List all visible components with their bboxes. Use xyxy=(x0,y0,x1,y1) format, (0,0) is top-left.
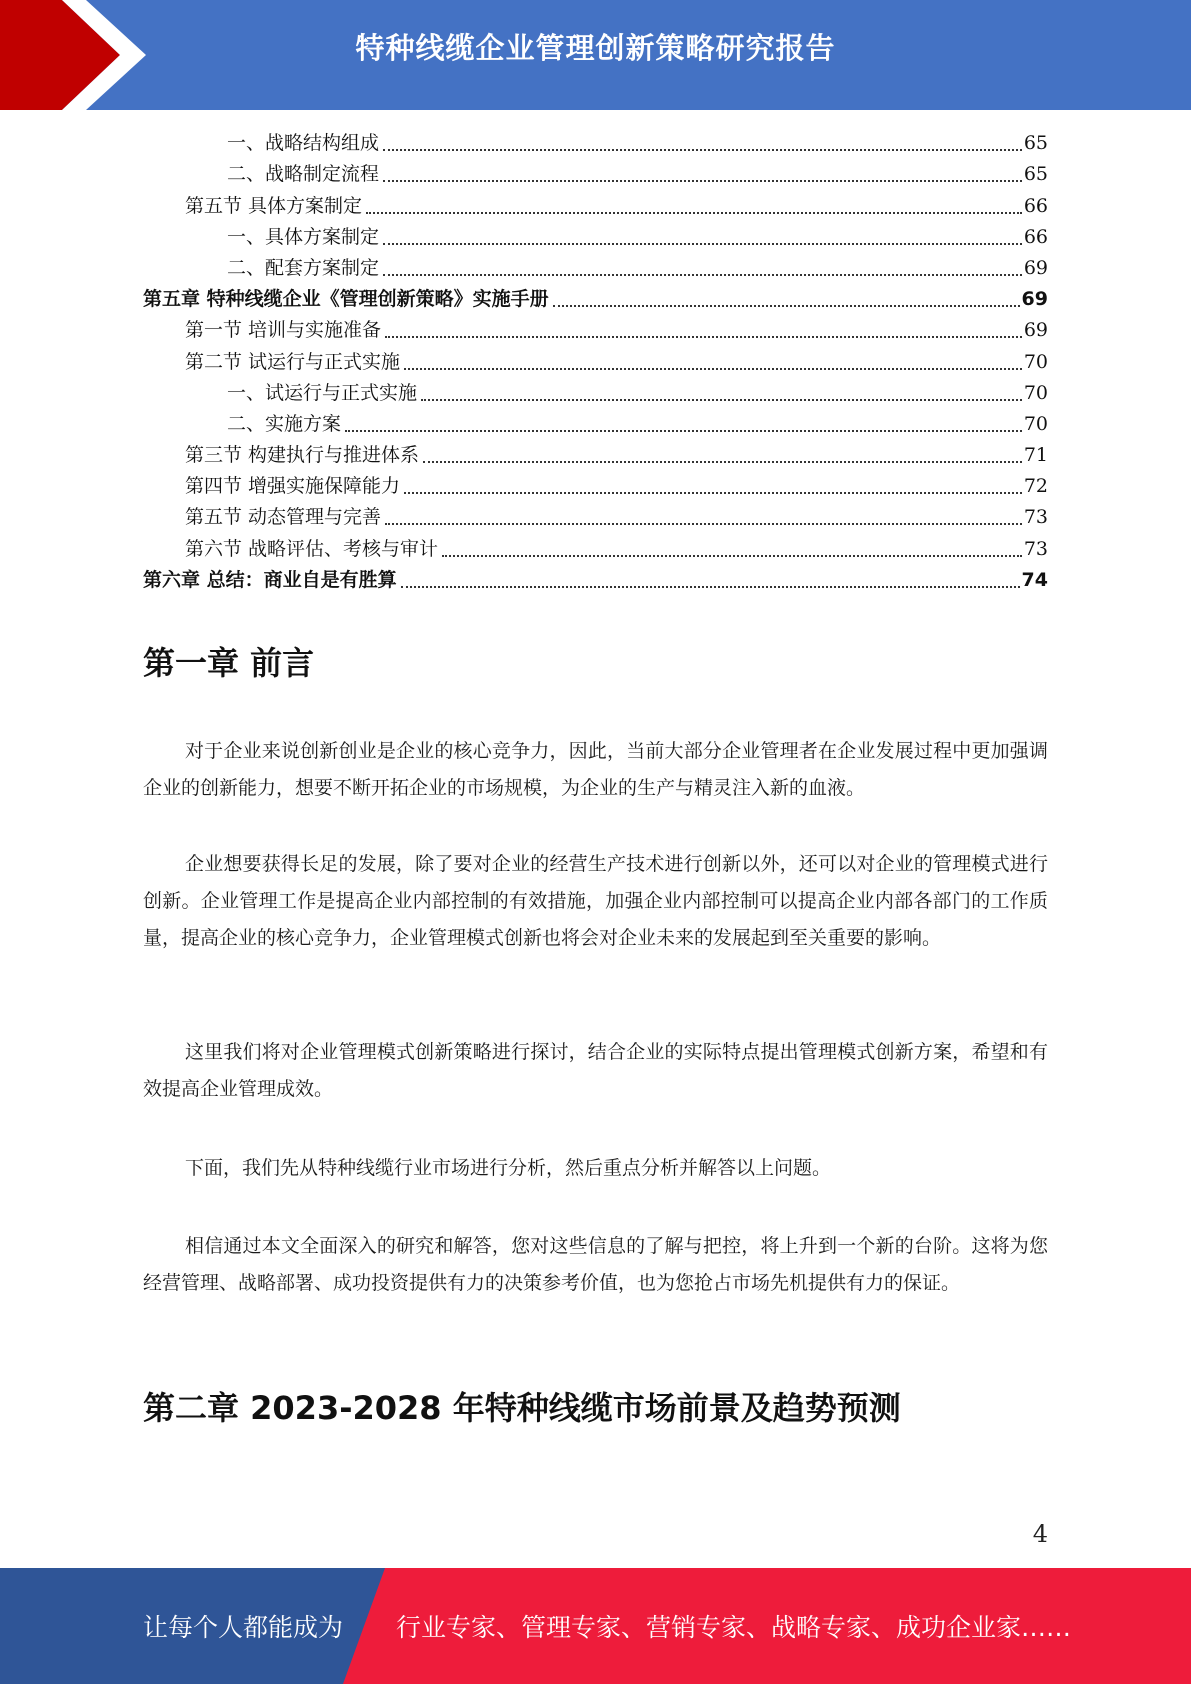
table-of-contents xyxy=(143,128,1048,596)
toc-entry-page: 69 xyxy=(1023,256,1048,279)
paragraph-2: 企业想要获得长足的发展，除了要对企业的经营生产技术进行创新以外，还可以对企业的管理模式进行创新。企业管理工作是提高企业内部控制的有效措施，加强企业内部控制可以提高企业内部各部门的工作质量，提高企业的核心竞争力，企业管理模式创新也将会对企业未来的发展起到至关重要的影响。 xyxy=(143,853,1048,949)
toc-entry[interactable] xyxy=(143,471,1048,502)
toc-dot-leader xyxy=(383,148,1022,151)
toc-entry-label: 第一节 培训与实施准备 xyxy=(185,319,382,342)
paragraph-3: 这里我们将对企业管理模式创新策略进行探讨，结合企业的实际特点提出管理模式创新方案，希望和有效提高企业管理成效。 xyxy=(143,1041,1048,1100)
toc-entry[interactable] xyxy=(143,533,1048,564)
toc-dot-leader xyxy=(383,179,1022,182)
toc-entry[interactable] xyxy=(143,128,1048,159)
toc-entry-label: 第五章 特种线缆企业《管理创新策略》实施手册 xyxy=(143,288,549,311)
toc-entry-page: 70 xyxy=(1023,412,1048,435)
toc-entry[interactable] xyxy=(143,315,1048,346)
toc-entry-page: 66 xyxy=(1023,194,1048,217)
toc-dot-leader xyxy=(383,273,1022,276)
chapter-2-title: 第二章 2023-2028 年特种线缆市场前景及趋势预测 xyxy=(143,1389,901,1427)
toc-entry-page: 74 xyxy=(1021,568,1048,591)
toc-entry[interactable] xyxy=(143,284,1048,315)
toc-entry[interactable] xyxy=(143,346,1048,377)
page-number: 4 xyxy=(1032,1520,1048,1548)
toc-entry-page: 65 xyxy=(1023,132,1048,155)
toc-dot-leader xyxy=(366,211,1022,214)
toc-entry-label: 二、实施方案 xyxy=(227,412,342,435)
toc-entry-label: 一、试运行与正式实施 xyxy=(227,381,418,404)
toc-dot-leader xyxy=(423,460,1022,463)
toc-entry-page: 72 xyxy=(1023,475,1048,498)
toc-dot-leader xyxy=(421,398,1022,401)
toc-entry-label: 第六章 总结：商业自是有胜算 xyxy=(143,568,397,591)
toc-dot-leader xyxy=(404,367,1022,370)
toc-entry[interactable] xyxy=(143,378,1048,409)
toc-entry-page: 65 xyxy=(1023,163,1048,186)
toc-entry[interactable] xyxy=(143,253,1048,284)
toc-dot-leader xyxy=(401,585,1020,588)
toc-dot-leader xyxy=(442,554,1022,557)
toc-entry-label: 一、具体方案制定 xyxy=(227,225,380,248)
toc-entry-page: 66 xyxy=(1023,225,1048,248)
toc-dot-leader xyxy=(385,522,1022,525)
toc-entry-page: 70 xyxy=(1023,350,1048,373)
toc-dot-leader xyxy=(383,242,1022,245)
toc-entry[interactable] xyxy=(143,502,1048,533)
toc-entry[interactable] xyxy=(143,440,1048,471)
page-header xyxy=(0,0,1191,110)
toc-entry[interactable] xyxy=(143,222,1048,253)
toc-entry-page: 70 xyxy=(1023,381,1048,404)
toc-entry-page: 69 xyxy=(1023,319,1048,342)
toc-entry[interactable] xyxy=(143,159,1048,190)
toc-entry-label: 第六节 战略评估、考核与审计 xyxy=(185,537,439,560)
toc-entry[interactable] xyxy=(143,409,1048,440)
footer-slogan-right: 行业专家、管理专家、营销专家、战略专家、成功企业家…… xyxy=(396,1613,1072,1642)
toc-entry[interactable] xyxy=(143,190,1048,221)
toc-dot-leader xyxy=(553,304,1020,307)
toc-entry-page: 73 xyxy=(1023,506,1048,529)
report-title: 特种线缆企业管理创新策略研究报告 xyxy=(355,31,836,65)
paragraph-4: 下面，我们先从特种线缆行业市场进行分析，然后重点分析并解答以上问题。 xyxy=(185,1157,832,1179)
toc-entry-label: 一、战略结构组成 xyxy=(227,132,380,155)
footer-slogan-left: 让每个人都能成为 xyxy=(143,1613,344,1642)
toc-entry-label: 第四节 增强实施保障能力 xyxy=(185,475,401,498)
toc-entry-label: 二、配套方案制定 xyxy=(227,256,380,279)
toc-entry-page: 71 xyxy=(1023,444,1048,467)
page-footer xyxy=(0,1568,1191,1684)
toc-dot-leader xyxy=(404,491,1022,494)
toc-entry-label: 第五节 具体方案制定 xyxy=(185,194,363,217)
toc-entry[interactable] xyxy=(143,565,1048,596)
chapter-1-title: 第一章 前言 xyxy=(143,644,315,682)
toc-entry-label: 二、战略制定流程 xyxy=(227,163,380,186)
toc-entry-page: 73 xyxy=(1023,537,1048,560)
paragraph-1: 对于企业来说创新创业是企业的核心竞争力，因此，当前大部分企业管理者在企业发展过程中更加强调企业的创新能力，想要不断开拓企业的市场规模，为企业的生产与精灵注入新的血液。 xyxy=(143,740,1048,799)
toc-entry-label: 第五节 动态管理与完善 xyxy=(185,506,382,529)
toc-dot-leader xyxy=(385,335,1022,338)
toc-entry-page: 69 xyxy=(1021,288,1048,311)
paragraph-5: 相信通过本文全面深入的研究和解答，您对这些信息的了解与把控，将上升到一个新的台阶。这将为您经营管理、战略部署、成功投资提供有力的决策参考价值，也为您抢占市场先机提供有力的保证。 xyxy=(143,1235,1048,1294)
toc-entry-label: 第三节 构建执行与推进体系 xyxy=(185,444,420,467)
toc-dot-leader xyxy=(345,429,1022,432)
toc-entry-label: 第二节 试运行与正式实施 xyxy=(185,350,401,373)
